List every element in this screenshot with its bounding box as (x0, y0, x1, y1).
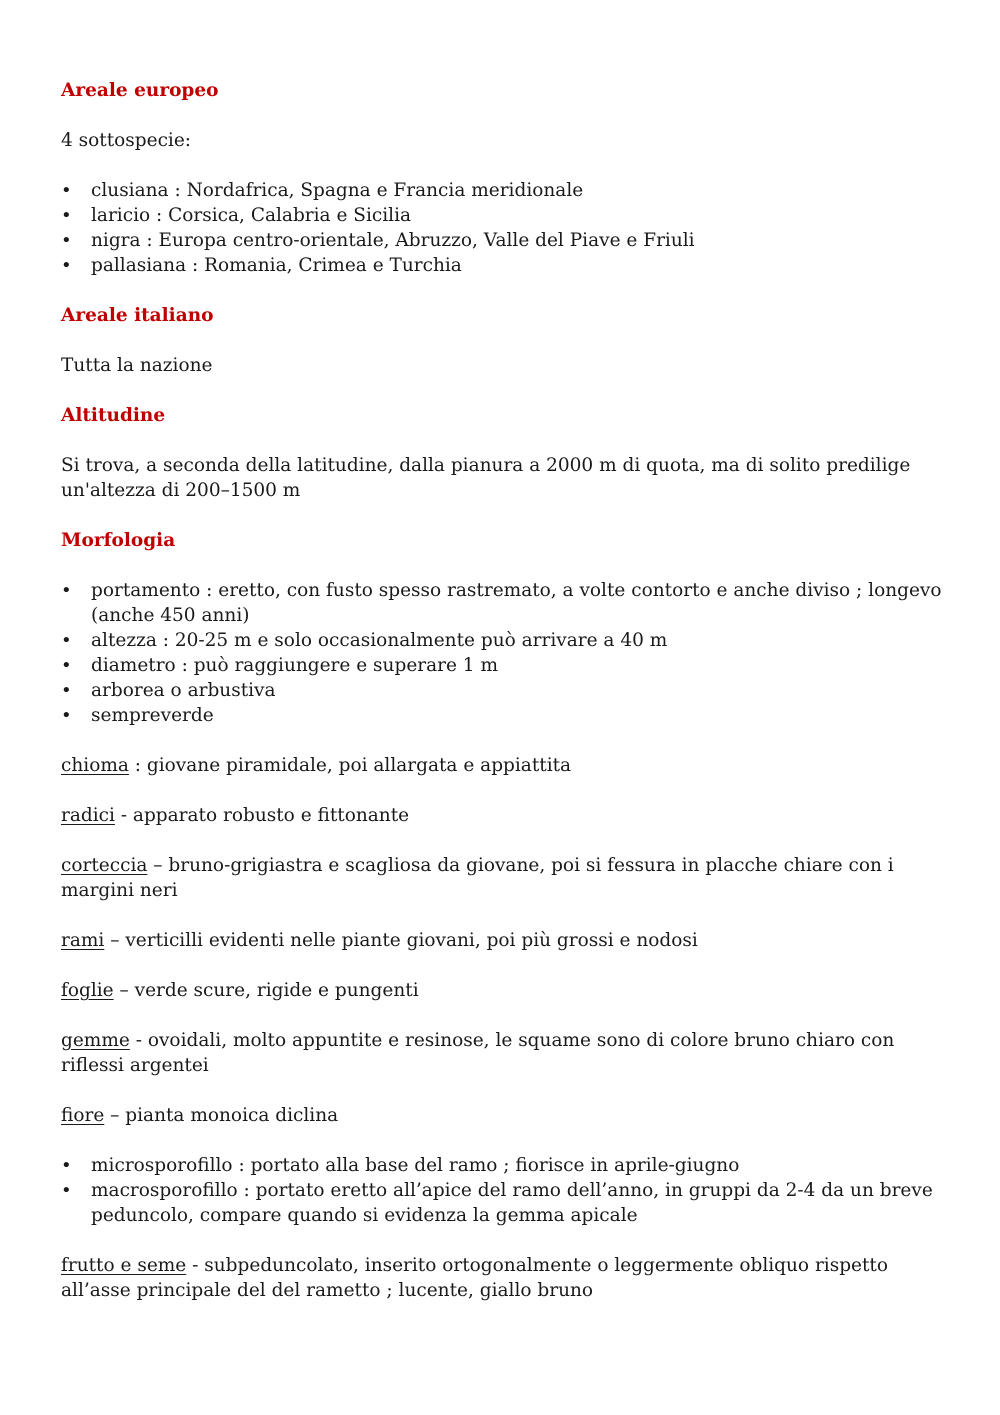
foglie-paragraph (61, 978, 951, 1003)
list-item: • macrosporofillo : portato eretto all’apice del ramo dell’anno, in gruppi da 2-4 da un breve peduncolo, compare quando si evidenza la gemma apicale (61, 1178, 951, 1228)
radici-text: - apparato robusto e fittonante (114, 805, 410, 826)
chioma-text: : giovane piramidale, poi allargata e appiattita (128, 755, 572, 776)
list-item: • altezza : 20-25 m e solo occasionalmente può arrivare a 40 m (61, 628, 951, 653)
list-item: • arborea o arbustiva (61, 678, 951, 703)
term-foglie: foglie (61, 980, 114, 1001)
heading-altitudine: Altitudine (61, 405, 166, 426)
morfologia-list (61, 578, 951, 728)
corteccia-paragraph (61, 853, 951, 903)
fiore-paragraph (61, 1103, 951, 1128)
heading-areale-europeo: Areale europeo (61, 80, 219, 101)
fiore-text: – pianta monoica diclina (104, 1105, 339, 1126)
subspecies-intro: 4 sottospecie: (61, 130, 192, 151)
gemme-text: - ovoidali, molto appuntite e resinose, le squame sono di colore bruno chiaro con riflessi argentei (61, 1030, 895, 1076)
corteccia-text: – bruno-grigiastra e scagliosa da giovane, poi si fessura in placche chiare con i margini neri (61, 855, 894, 901)
foglie-text: – verde scure, rigide e pungenti (113, 980, 419, 1001)
term-gemme: gemme (61, 1030, 130, 1051)
list-item: • sempreverde (61, 703, 951, 728)
altitudine-text: Si trova, a seconda della latitudine, dalla pianura a 2000 m di quota, ma di solito predilige un'altezza di 200–1500 m (61, 455, 911, 501)
radici-paragraph (61, 803, 951, 828)
heading-morfologia: Morfologia (61, 530, 176, 551)
gemme-paragraph (61, 1028, 951, 1078)
term-radici: radici (61, 805, 115, 826)
subspecies-list (61, 178, 951, 278)
list-item: • pallasiana : Romania, Crimea e Turchia (61, 253, 951, 278)
rami-text: – verticilli evidenti nelle piante giovani, poi più grossi e nodosi (104, 930, 698, 951)
term-corteccia: corteccia (61, 855, 148, 876)
areale-italiano-text: Tutta la nazione (61, 355, 213, 376)
chioma-paragraph (61, 753, 951, 778)
term-rami: rami (61, 930, 105, 951)
list-item: • nigra : Europa centro-orientale, Abruzzo, Valle del Piave e Friuli (61, 228, 951, 253)
term-fiore: fiore (61, 1105, 105, 1126)
fiore-list (61, 1153, 951, 1228)
term-chioma: chioma (61, 755, 129, 776)
heading-areale-italiano: Areale italiano (61, 305, 214, 326)
list-item: • portamento : eretto, con fusto spesso rastremato, a volte contorto e anche diviso ; longevo (anche 450 anni) (61, 578, 951, 628)
list-item: • clusiana : Nordafrica, Spagna e Francia meridionale (61, 178, 951, 203)
list-item: • laricio : Corsica, Calabria e Sicilia (61, 203, 951, 228)
frutto-paragraph (61, 1253, 951, 1303)
term-frutto-e-seme: frutto e seme (61, 1255, 187, 1276)
document-page (61, 78, 951, 1303)
rami-paragraph (61, 928, 951, 953)
frutto-text: - subpeduncolato, inserito ortogonalmente o leggermente obliquo rispetto all’asse principale del del rametto ; lucente, giallo bruno (61, 1255, 888, 1301)
list-item: • diametro : può raggiungere e superare 1 m (61, 653, 951, 678)
list-item: • microsporofillo : portato alla base del ramo ; fiorisce in aprile-giugno (61, 1153, 951, 1178)
